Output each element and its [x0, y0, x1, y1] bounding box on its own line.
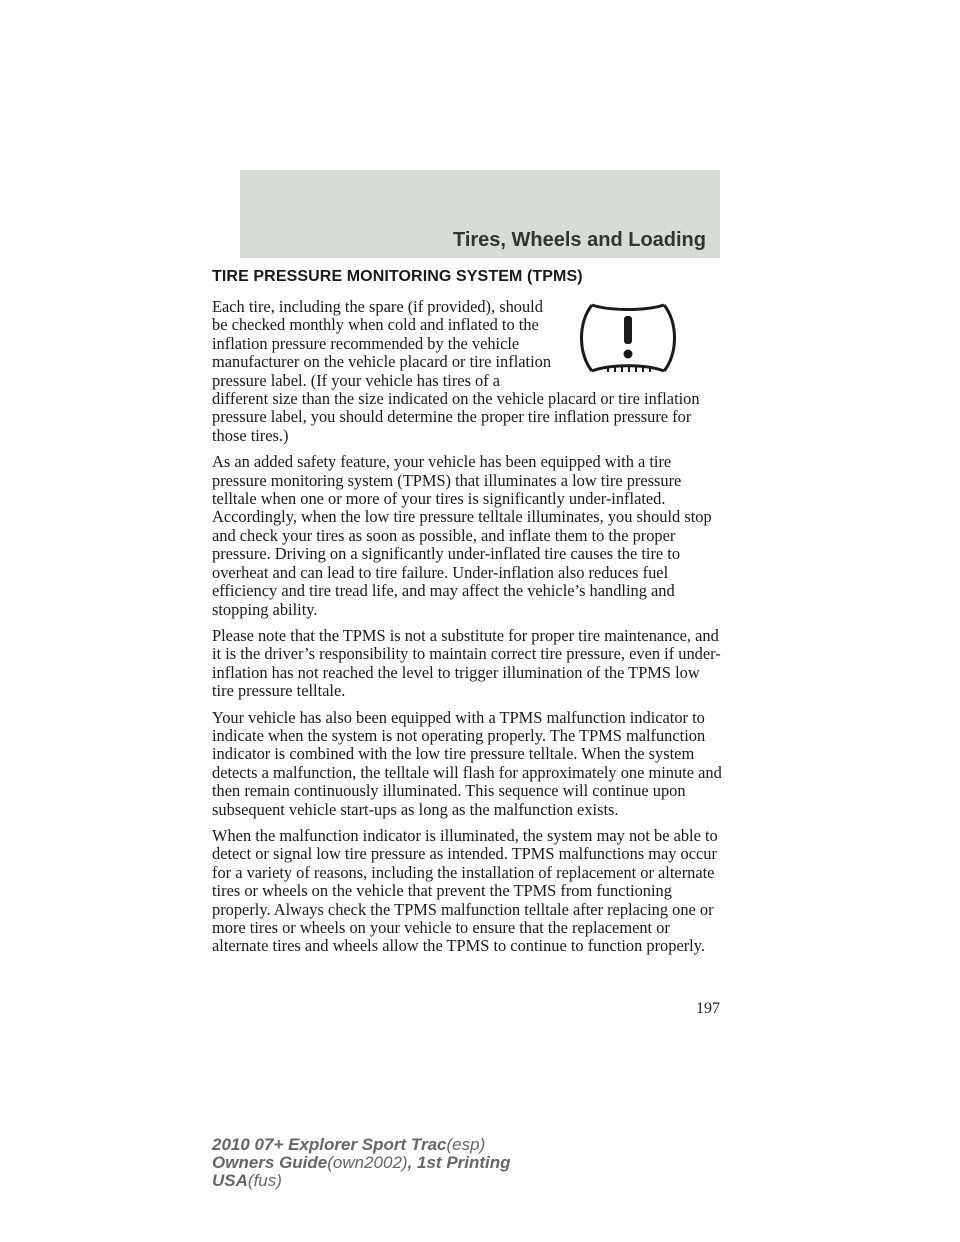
footer-printing: , 1st Printing: [407, 1153, 511, 1172]
footer-line-3: [212, 1172, 511, 1190]
document-footer: [212, 1136, 511, 1190]
page-number: 197: [696, 1000, 720, 1017]
footer-market: USA: [212, 1171, 248, 1190]
section-title: Tires, Wheels and Loading: [452, 229, 706, 251]
section-header-band: [240, 170, 720, 258]
footer-market-code: (fus): [247, 1171, 282, 1190]
tpms-warning-icon: [578, 302, 678, 374]
body-text: [212, 298, 724, 964]
footer-vehicle: 2010 07+ Explorer Sport Trac: [212, 1135, 447, 1154]
paragraph-3: Please note that the TPMS is not a substitute for proper tire maintenance, and it is the driver’s responsibility to maintain correct tire pressure, even if under-inflation has not reached the level to trigger illumination of the TPMS low tire pressure telltale.: [212, 625, 721, 701]
footer-guide: Owners Guide: [212, 1153, 328, 1172]
paragraph-5: When the malfunction indicator is illuminated, the system may not be able to detect or signal low tire pressure as intended. TPMS malfunctions may occur for a variety of reasons, including the installation of replacement or alternate tires or wheels on the vehicle that prevent the TPMS from functioning properly. Always check the TPMS malfunction telltale after replacing one or more tires or wheels on your vehicle to ensure that the replacement or alternate tires and wheels allow the TPMS to continue to function properly.: [212, 825, 718, 956]
footer-line-2: [212, 1154, 511, 1172]
footer-line-1: [212, 1136, 511, 1154]
footer-guide-code: (own2002): [327, 1153, 408, 1172]
paragraph-2: As an added safety feature, your vehicle has been equipped with a tire pressure monitoring system (TPMS) that illuminates a low tire pressure telltale when one or more of your tires is significantly under-inflated. Accordingly, when the low tire pressure telltale illuminates, you should stop and check your tires as soon as possible, and inflate them to the proper pressure. Driving on a significantly under-inflated tire causes the tire to overheat and can lead to tire failure. Under-inflation also reduces fuel efficiency and tire tread life, and may affect the vehicle’s handling and stopping ability.: [212, 452, 712, 619]
paragraph-1: Each tire, including the spare (if provided), should be checked monthly when cold and inflated to the inflation pressure recommended by the vehicle manufacturer on the vehicle placard or tire inflation pressure label. (If your vehicle has tires of a different size than the size indicated on the vehicle placard or tire inflation pressure label, you should determine the proper tire inflation pressure for those tires.): [212, 297, 700, 445]
footer-vehicle-code: (esp): [446, 1135, 486, 1154]
section-heading: TIRE PRESSURE MONITORING SYSTEM (TPMS): [212, 268, 583, 285]
paragraph-4: Your vehicle has also been equipped with a TPMS malfunction indicator to indicate when the system is not operating properly. The TPMS malfunction indicator is combined with the low tire pressure telltale. When the system detects a malfunction, the telltale will flash for approximately one minute and then remain continuously illuminated. This sequence will continue upon subsequent vehicle start-ups as long as the malfunction exists.: [212, 707, 722, 819]
